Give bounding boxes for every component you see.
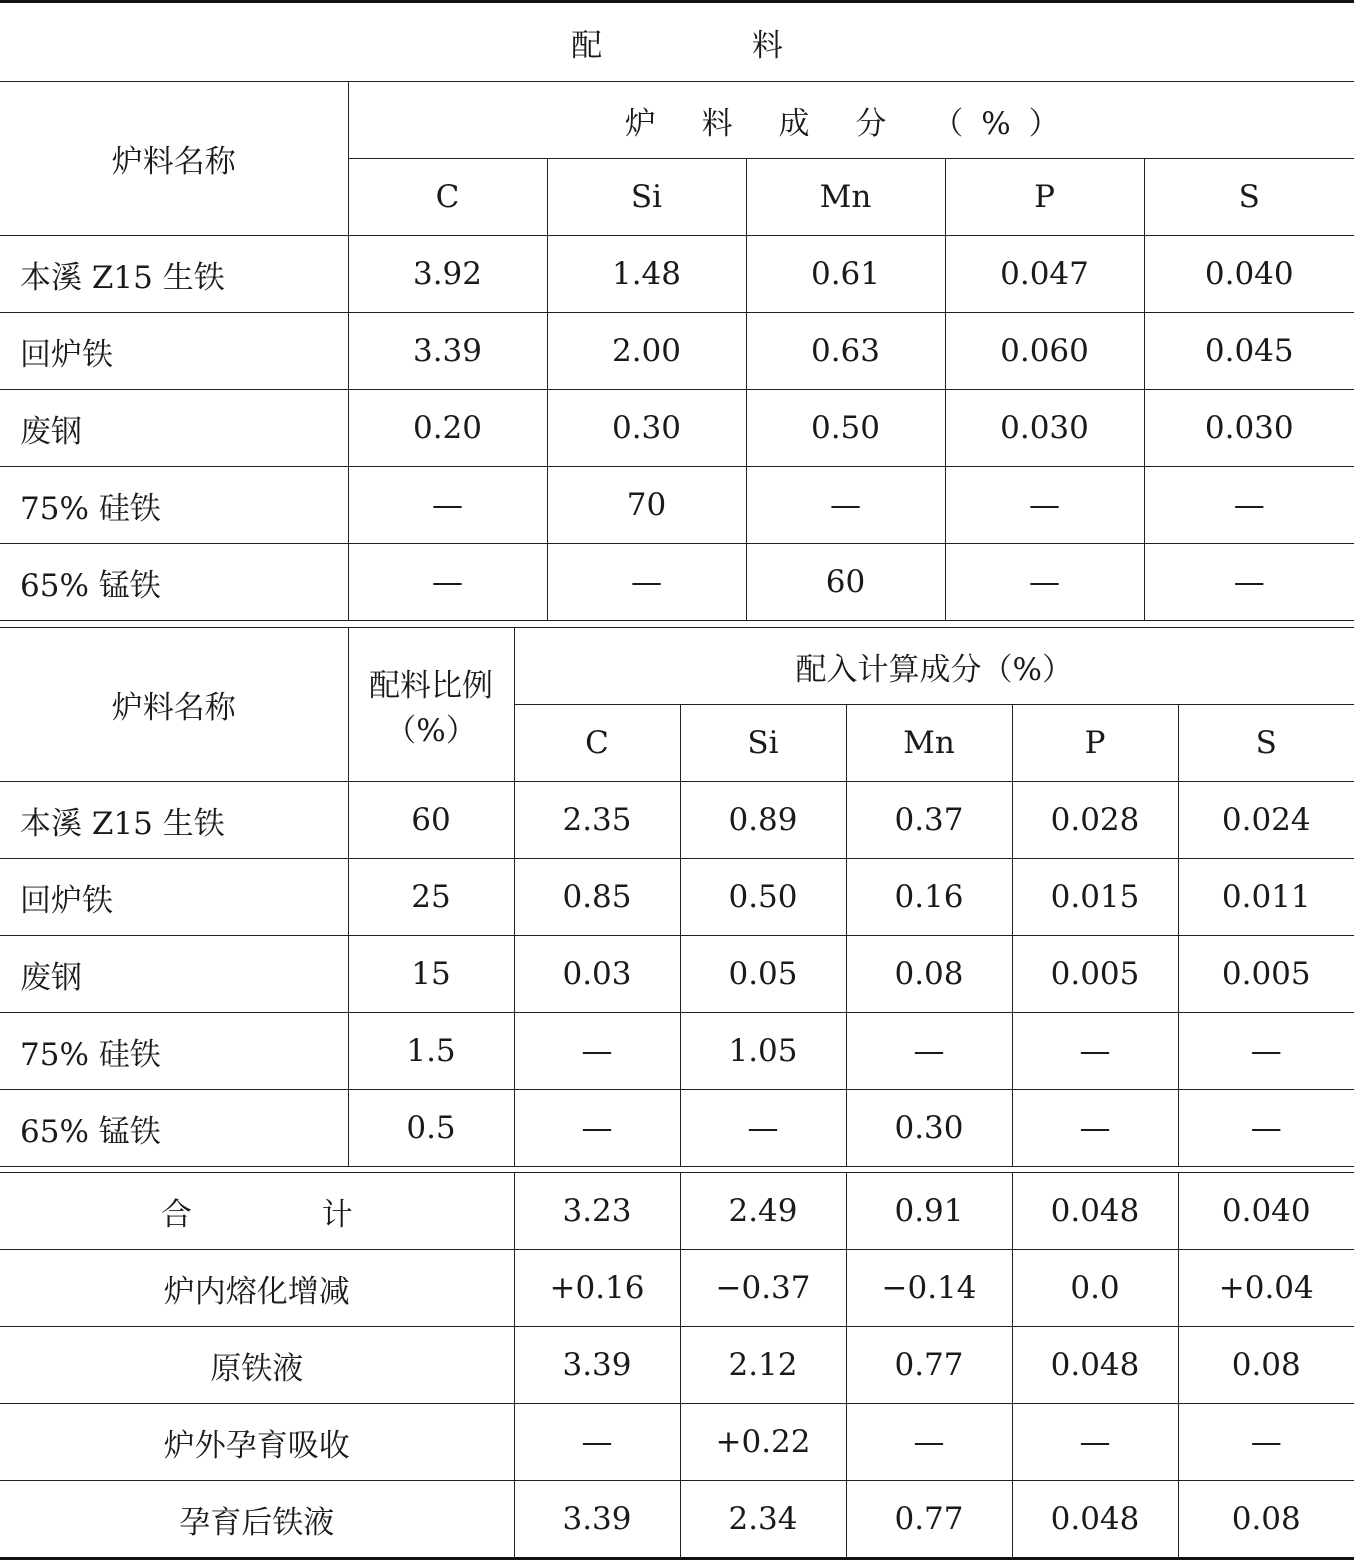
value-cell: 0.77 <box>846 1327 1012 1404</box>
value-cell: 0.30 <box>846 1090 1012 1167</box>
value-cell: −0.14 <box>846 1250 1012 1327</box>
table-row <box>0 1481 1354 1559</box>
summary-label <box>0 1173 514 1250</box>
table-row <box>0 236 1354 313</box>
value-cell: 3.39 <box>348 313 547 390</box>
value-cell: 2.49 <box>680 1173 846 1250</box>
ratio-header-line1: 配料比例 <box>369 667 493 704</box>
charge-composition-table <box>0 81 1354 621</box>
charge-name-header: 炉料名称 <box>0 628 348 782</box>
table-row <box>0 313 1354 390</box>
charge-name-header: 炉料名称 <box>0 82 348 236</box>
table-row <box>0 782 1354 859</box>
value-cell: 60 <box>746 544 945 621</box>
value-cell: 1.48 <box>547 236 746 313</box>
value-cell: 2.34 <box>680 1481 846 1559</box>
element-header: C <box>348 159 547 236</box>
summary-label: 炉外孕育吸收 <box>0 1404 514 1481</box>
table-row <box>0 390 1354 467</box>
value-cell: — <box>514 1090 680 1167</box>
value-cell: 0.005 <box>1178 936 1354 1013</box>
ratio-cell: 15 <box>348 936 514 1013</box>
element-header: S <box>1144 159 1354 236</box>
value-cell: — <box>1144 467 1354 544</box>
value-cell: 1.05 <box>680 1013 846 1090</box>
table-row <box>0 1327 1354 1404</box>
value-cell: — <box>1178 1013 1354 1090</box>
value-cell: +0.04 <box>1178 1250 1354 1327</box>
value-cell: +0.22 <box>680 1404 846 1481</box>
value-cell: 3.39 <box>514 1327 680 1404</box>
value-cell: 0.024 <box>1178 782 1354 859</box>
table-row <box>0 1404 1354 1481</box>
title-table <box>0 0 1354 82</box>
ratio-cell: 1.5 <box>348 1013 514 1090</box>
ratio-cell: 0.5 <box>348 1090 514 1167</box>
value-cell: 0.048 <box>1012 1481 1178 1559</box>
value-cell: 0.005 <box>1012 936 1178 1013</box>
value-cell: — <box>945 544 1144 621</box>
value-cell: — <box>1144 544 1354 621</box>
value-cell: 0.040 <box>1178 1173 1354 1250</box>
value-cell: — <box>680 1090 846 1167</box>
element-header: S <box>1178 705 1354 782</box>
value-cell: — <box>1178 1090 1354 1167</box>
value-cell: 0.91 <box>846 1173 1012 1250</box>
summary-table <box>0 1172 1354 1560</box>
charge-calculation-table <box>0 627 1354 1167</box>
value-cell: 2.12 <box>680 1327 846 1404</box>
value-cell: 0.50 <box>746 390 945 467</box>
value-cell: 0.16 <box>846 859 1012 936</box>
value-cell: −0.37 <box>680 1250 846 1327</box>
value-cell: 0.028 <box>1012 782 1178 859</box>
ratio-cell: 25 <box>348 859 514 936</box>
value-cell: 3.23 <box>514 1173 680 1250</box>
value-cell: — <box>514 1404 680 1481</box>
value-cell: 2.00 <box>547 313 746 390</box>
element-header: P <box>945 159 1144 236</box>
summary-label: 炉内熔化增减 <box>0 1250 514 1327</box>
value-cell: — <box>1012 1090 1178 1167</box>
table-title: 配 料 <box>0 2 1354 82</box>
value-cell: 0.20 <box>348 390 547 467</box>
charge-name: 75% 硅铁 <box>0 467 348 544</box>
table-row <box>0 544 1354 621</box>
value-cell: 0.011 <box>1178 859 1354 936</box>
value-cell: 0.060 <box>945 313 1144 390</box>
summary-label: 原铁液 <box>0 1327 514 1404</box>
composition-header: 炉 料 成 分 （%） <box>348 82 1354 159</box>
value-cell: 0.37 <box>846 782 1012 859</box>
ratio-header-line2: （%） <box>385 712 477 749</box>
value-cell: 0.08 <box>1178 1327 1354 1404</box>
charge-name: 回炉铁 <box>0 313 348 390</box>
value-cell: — <box>846 1013 1012 1090</box>
value-cell: — <box>348 467 547 544</box>
element-header: Si <box>680 705 846 782</box>
value-cell: — <box>1178 1404 1354 1481</box>
value-cell: 2.35 <box>514 782 680 859</box>
value-cell: 0.048 <box>1012 1173 1178 1250</box>
value-cell: — <box>1012 1013 1178 1090</box>
value-cell: 0.85 <box>514 859 680 936</box>
value-cell: 0.61 <box>746 236 945 313</box>
ratio-cell: 60 <box>348 782 514 859</box>
charge-name: 75% 硅铁 <box>0 1013 348 1090</box>
value-cell: 0.030 <box>1144 390 1354 467</box>
table-row <box>0 936 1354 1013</box>
table-row <box>0 1090 1354 1167</box>
value-cell: — <box>547 544 746 621</box>
value-cell: 0.77 <box>846 1481 1012 1559</box>
table-row <box>0 859 1354 936</box>
element-header: C <box>514 705 680 782</box>
table-row <box>0 1013 1354 1090</box>
value-cell: 0.015 <box>1012 859 1178 936</box>
summary-label: 孕育后铁液 <box>0 1481 514 1559</box>
value-cell: — <box>846 1404 1012 1481</box>
value-cell: 0.03 <box>514 936 680 1013</box>
element-header: P <box>1012 705 1178 782</box>
charge-name: 本溪 Z15 生铁 <box>0 782 348 859</box>
charge-name: 本溪 Z15 生铁 <box>0 236 348 313</box>
value-cell: 0.63 <box>746 313 945 390</box>
table-row <box>0 1250 1354 1327</box>
element-header: Mn <box>846 705 1012 782</box>
charge-name: 65% 锰铁 <box>0 544 348 621</box>
value-cell: 0.030 <box>945 390 1144 467</box>
charge-name: 废钢 <box>0 936 348 1013</box>
value-cell: 0.048 <box>1012 1327 1178 1404</box>
value-cell: 0.08 <box>846 936 1012 1013</box>
table-row <box>0 1173 1354 1250</box>
value-cell: 0.040 <box>1144 236 1354 313</box>
calc-composition-header: 配入计算成分（%） <box>514 628 1354 705</box>
value-cell: — <box>1012 1404 1178 1481</box>
value-cell: — <box>945 467 1144 544</box>
value-cell: 0.08 <box>1178 1481 1354 1559</box>
value-cell: 0.0 <box>1012 1250 1178 1327</box>
value-cell: 0.05 <box>680 936 846 1013</box>
charge-name: 65% 锰铁 <box>0 1090 348 1167</box>
ratio-header <box>348 628 514 782</box>
value-cell: — <box>746 467 945 544</box>
charge-name: 废钢 <box>0 390 348 467</box>
charge-name: 回炉铁 <box>0 859 348 936</box>
value-cell: +0.16 <box>514 1250 680 1327</box>
value-cell: 0.50 <box>680 859 846 936</box>
element-header: Si <box>547 159 746 236</box>
value-cell: 0.30 <box>547 390 746 467</box>
value-cell: — <box>348 544 547 621</box>
table-row <box>0 467 1354 544</box>
value-cell: 3.92 <box>348 236 547 313</box>
value-cell: 0.89 <box>680 782 846 859</box>
element-header: Mn <box>746 159 945 236</box>
value-cell: 0.047 <box>945 236 1144 313</box>
value-cell: 70 <box>547 467 746 544</box>
value-cell: — <box>514 1013 680 1090</box>
value-cell: 0.045 <box>1144 313 1354 390</box>
value-cell: 3.39 <box>514 1481 680 1559</box>
summary-label-text: 合 计 <box>160 1196 413 1233</box>
